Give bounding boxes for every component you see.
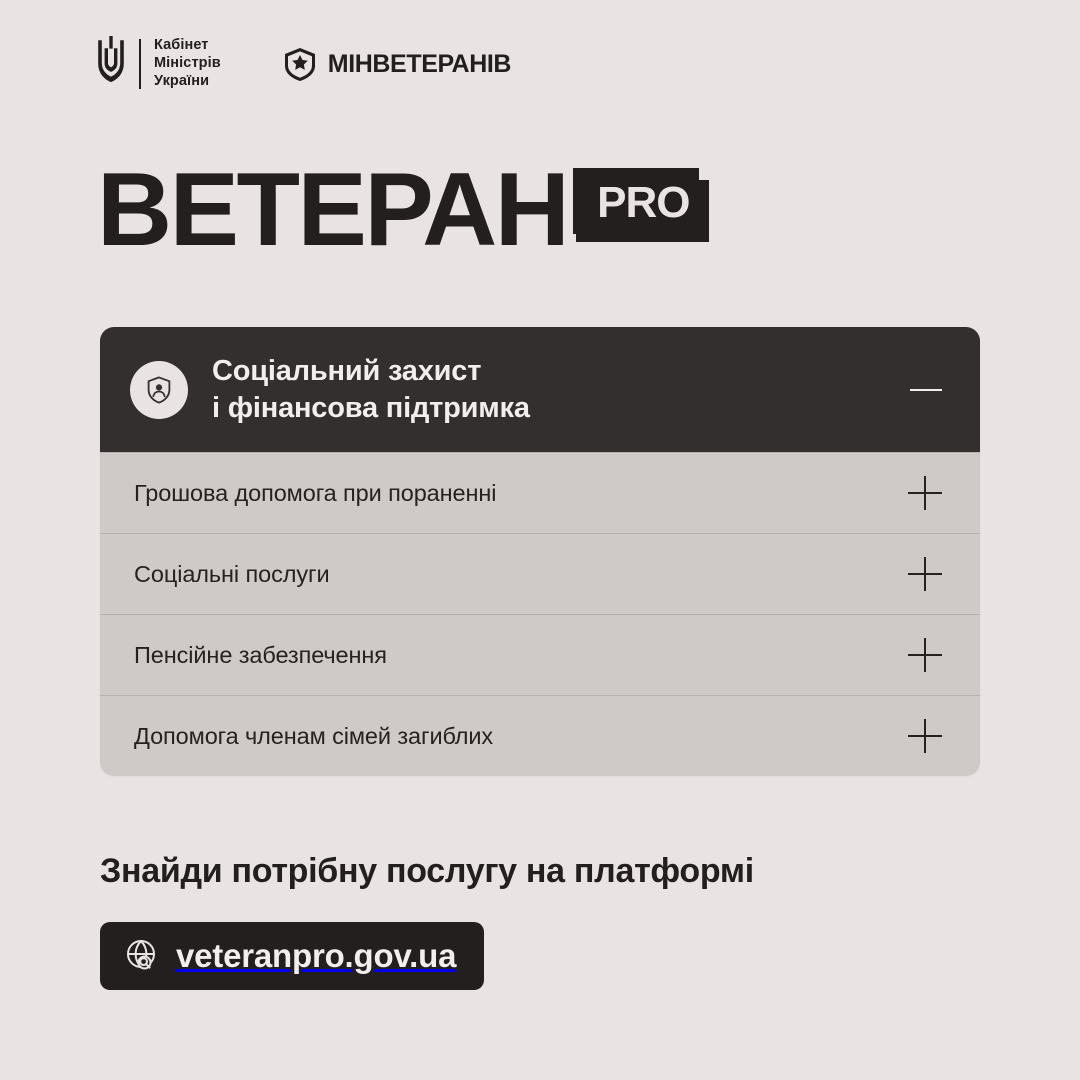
minveteraniv-emblem-icon — [283, 47, 317, 81]
plus-icon[interactable] — [908, 638, 942, 672]
logo-divider — [139, 39, 141, 89]
gov-line-3: України — [154, 72, 210, 89]
shield-person-icon — [130, 361, 188, 419]
cta-text: Знайди потрібну послугу на платформі — [100, 852, 754, 890]
accordion-item-label: Грошова допомога при пораненні — [134, 479, 497, 506]
cabinet-of-ministers-label — [154, 37, 221, 90]
logo-bar — [96, 36, 511, 92]
accordion-header-title — [212, 353, 906, 426]
accordion-item[interactable] — [100, 614, 980, 695]
cabinet-of-ministers-logo — [96, 36, 221, 92]
accordion-item-label: Пенсійне забезпечення — [134, 641, 387, 668]
minveteraniv-label: МІНВЕТЕРАНІВ — [327, 49, 512, 78]
accordion-item-label: Соціальні послуги — [134, 560, 330, 587]
website-url-label: veteranpro.gov.ua — [176, 937, 457, 974]
accordion-item[interactable] — [100, 533, 980, 614]
globe-search-icon — [124, 938, 160, 974]
accordion-item[interactable] — [100, 695, 980, 776]
website-url-button[interactable] — [100, 922, 484, 990]
ukraine-trident-icon — [96, 36, 126, 92]
gov-line-2: Міністрів — [154, 55, 221, 72]
minveteraniv-logo — [283, 47, 511, 81]
accordion-item-label: Допомога членам сімей загиблих — [134, 722, 494, 749]
services-accordion — [100, 327, 980, 776]
accordion-header-title-line1: Соціальний захист — [212, 355, 482, 387]
hero-word: ВЕТЕРАН — [97, 152, 568, 268]
accordion-item[interactable] — [100, 452, 980, 533]
minus-icon[interactable] — [906, 370, 946, 410]
accordion-header-social-protection[interactable] — [100, 327, 980, 452]
accordion-header-title-line2: і фінансова підтримка — [212, 391, 530, 424]
plus-icon[interactable] — [908, 719, 942, 753]
gov-line-1: Кабінет — [154, 37, 209, 54]
plus-icon[interactable] — [908, 557, 942, 591]
hero-title — [97, 152, 690, 268]
plus-icon[interactable] — [908, 476, 942, 510]
pro-label: PRO — [597, 178, 690, 227]
